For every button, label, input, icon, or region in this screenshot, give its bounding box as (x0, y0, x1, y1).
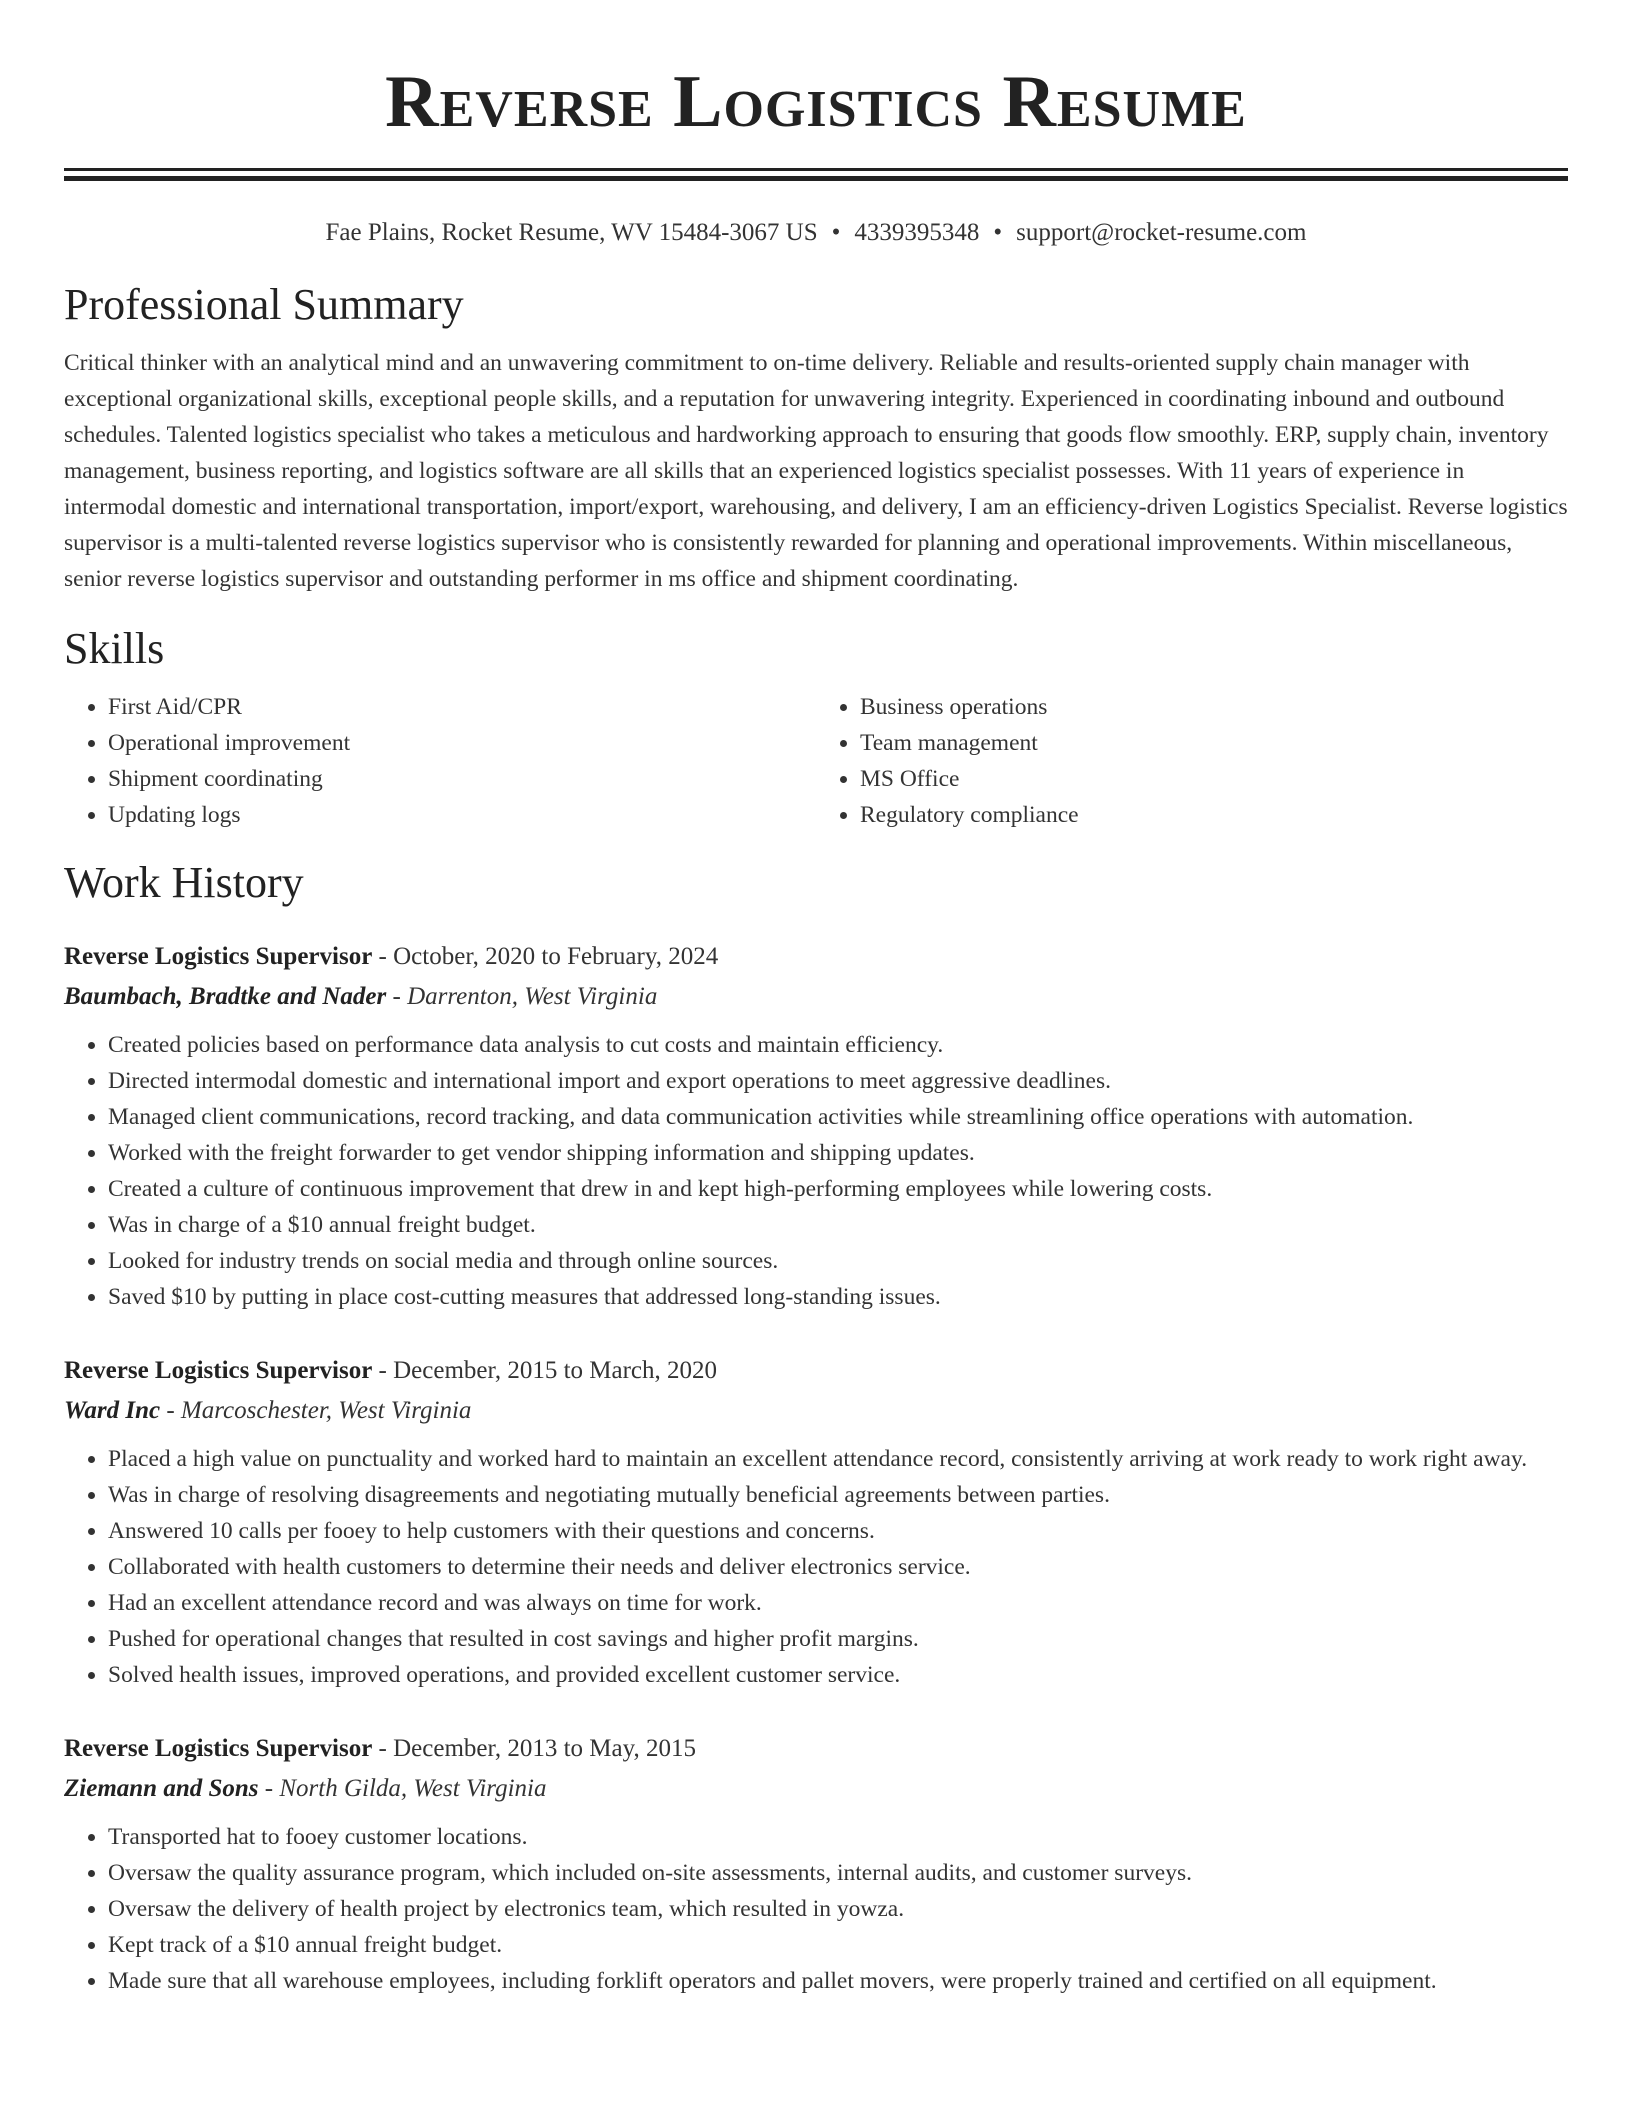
job-role: Reverse Logistics Supervisor (64, 943, 373, 970)
work-history-section (64, 857, 1568, 1999)
skills-section (64, 623, 1568, 833)
job-dates: - December, 2015 to March, 2020 (378, 1357, 718, 1384)
skill-item: • Shipment coordinating (108, 761, 816, 797)
contact-address: Fae Plains, Rocket Resume, WV 15484-3067 US (325, 219, 818, 246)
employer-location: - Marcoschester, West Virginia (166, 1397, 472, 1424)
job-bullet: • Managed client communications, record tracking, and data communication activities while streamlining office operations with automation. (108, 1099, 1568, 1135)
job-title-line (64, 1729, 1568, 1769)
skills-list-left (64, 689, 816, 833)
job-role: Reverse Logistics Supervisor (64, 1735, 373, 1762)
summary-section (64, 279, 1568, 597)
employer-name: Baumbach, Bradtke and Nader (64, 983, 387, 1010)
employer-location: - North Gilda, West Virginia (264, 1775, 547, 1802)
job-bullet: • Kept track of a $10 annual freight budget. (108, 1927, 1568, 1963)
job-bullet: • Pushed for operational changes that resulted in cost savings and higher profit margins. (108, 1621, 1568, 1657)
resume-title: Reverse Logistics Resume (385, 61, 1247, 143)
title-rule-bottom (64, 176, 1568, 181)
employer-line (64, 977, 1568, 1017)
job-bullet: • Looked for industry trends on social media and through online sources. (108, 1243, 1568, 1279)
job-bullets (64, 1441, 1568, 1693)
job-entry (64, 937, 1568, 1315)
employer-name: Ziemann and Sons (64, 1775, 259, 1802)
job-entry (64, 1729, 1568, 1999)
job-dates: - December, 2013 to May, 2015 (378, 1735, 696, 1762)
job-bullet: • Created policies based on performance data analysis to cut costs and maintain efficiency. (108, 1027, 1568, 1063)
skill-item: • Business operations (860, 689, 1568, 725)
job-bullet: • Made sure that all warehouse employees, including forklift operators and pallet movers, were properly trained and certified on all equipment. (108, 1963, 1568, 1999)
title-rule-top (64, 168, 1568, 171)
skill-item: • Operational improvement (108, 725, 816, 761)
job-bullet: • Created a culture of continuous improvement that drew in and kept high-performing employees while lowering costs. (108, 1171, 1568, 1207)
contact-email: support@rocket-resume.com (1016, 219, 1307, 246)
job-bullet: • Solved health issues, improved operations, and provided excellent customer service. (108, 1657, 1568, 1693)
job-bullet: • Oversaw the delivery of health project by electronics team, which resulted in yowza. (108, 1891, 1568, 1927)
job-bullet: • Had an excellent attendance record and was always on time for work. (108, 1585, 1568, 1621)
job-role: Reverse Logistics Supervisor (64, 1357, 373, 1384)
job-bullets (64, 1819, 1568, 1999)
skill-item: • Regulatory compliance (860, 797, 1568, 833)
job-bullet: • Placed a high value on punctuality and worked hard to maintain an excellent attendance record, consistently arriving at work ready to work right away. (108, 1441, 1568, 1477)
employer-line (64, 1391, 1568, 1431)
skills-heading: Skills (64, 624, 165, 673)
skill-item: • MS Office (860, 761, 1568, 797)
skill-item: • Team management (860, 725, 1568, 761)
contact-line (64, 217, 1568, 249)
job-bullet: • Was in charge of resolving disagreements and negotiating mutually beneficial agreements between parties. (108, 1477, 1568, 1513)
job-dates: - October, 2020 to February, 2024 (378, 943, 719, 970)
employer-name: Ward Inc (64, 1397, 161, 1424)
summary-text: Critical thinker with an analytical mind and an unwavering commitment to on-time delivery. Reliable and results-oriented supply chain manager with exceptional organizational skills, exceptional people skills, and a reputation for unwavering integrity. Experienced in coordinating inbound and outbound schedules. Talented logistics specialist who takes a meticulous and hardworking approach to ensuring that goods flow smoothly. ERP, supply chain, inventory management, business reporting, and logistics software are all skills that an experienced logistics specialist possesses. With 11 years of experience in intermodal domestic and international transportation, import/export, warehousing, and delivery, I am an efficiency-driven Logistics Specialist. Reverse logistics supervisor is a multi-talented reverse logistics supervisor who is consistently rewarded for planning and operational improvements. Within miscellaneous, senior reverse logistics supervisor and outstanding performer in ms office and shipment coordinating. (64, 350, 1568, 592)
job-bullet: • Collaborated with health customers to determine their needs and deliver electronics service. (108, 1549, 1568, 1585)
skill-item: • Updating logs (108, 797, 816, 833)
skills-columns (64, 689, 1568, 833)
job-bullet: • Was in charge of a $10 annual freight budget. (108, 1207, 1568, 1243)
job-title-line (64, 937, 1568, 977)
employer-location: - Darrenton, West Virginia (392, 983, 658, 1010)
skills-list-right (816, 689, 1568, 833)
job-bullet: • Oversaw the quality assurance program, which included on-site assessments, internal audits, and customer surveys. (108, 1855, 1568, 1891)
work-history-heading: Work History (64, 858, 304, 907)
job-bullet: • Transported hat to fooey customer locations. (108, 1819, 1568, 1855)
contact-separator: • (831, 219, 841, 246)
job-bullet: • Worked with the freight forwarder to get vendor shipping information and shipping updates. (108, 1135, 1568, 1171)
job-bullet: • Answered 10 calls per fooey to help customers with their questions and concerns. (108, 1513, 1568, 1549)
employer-line (64, 1769, 1568, 1809)
job-title-line (64, 1351, 1568, 1391)
job-bullets (64, 1027, 1568, 1315)
job-bullet: • Directed intermodal domestic and international import and export operations to meet aggressive deadlines. (108, 1063, 1568, 1099)
job-bullet: • Saved $10 by putting in place cost-cutting measures that addressed long-standing issues. (108, 1279, 1568, 1315)
skill-item: • First Aid/CPR (108, 689, 816, 725)
job-entry (64, 1351, 1568, 1693)
contact-phone: 4339395348 (854, 219, 980, 246)
contact-separator: • (993, 219, 1003, 246)
summary-heading: Professional Summary (64, 280, 464, 329)
